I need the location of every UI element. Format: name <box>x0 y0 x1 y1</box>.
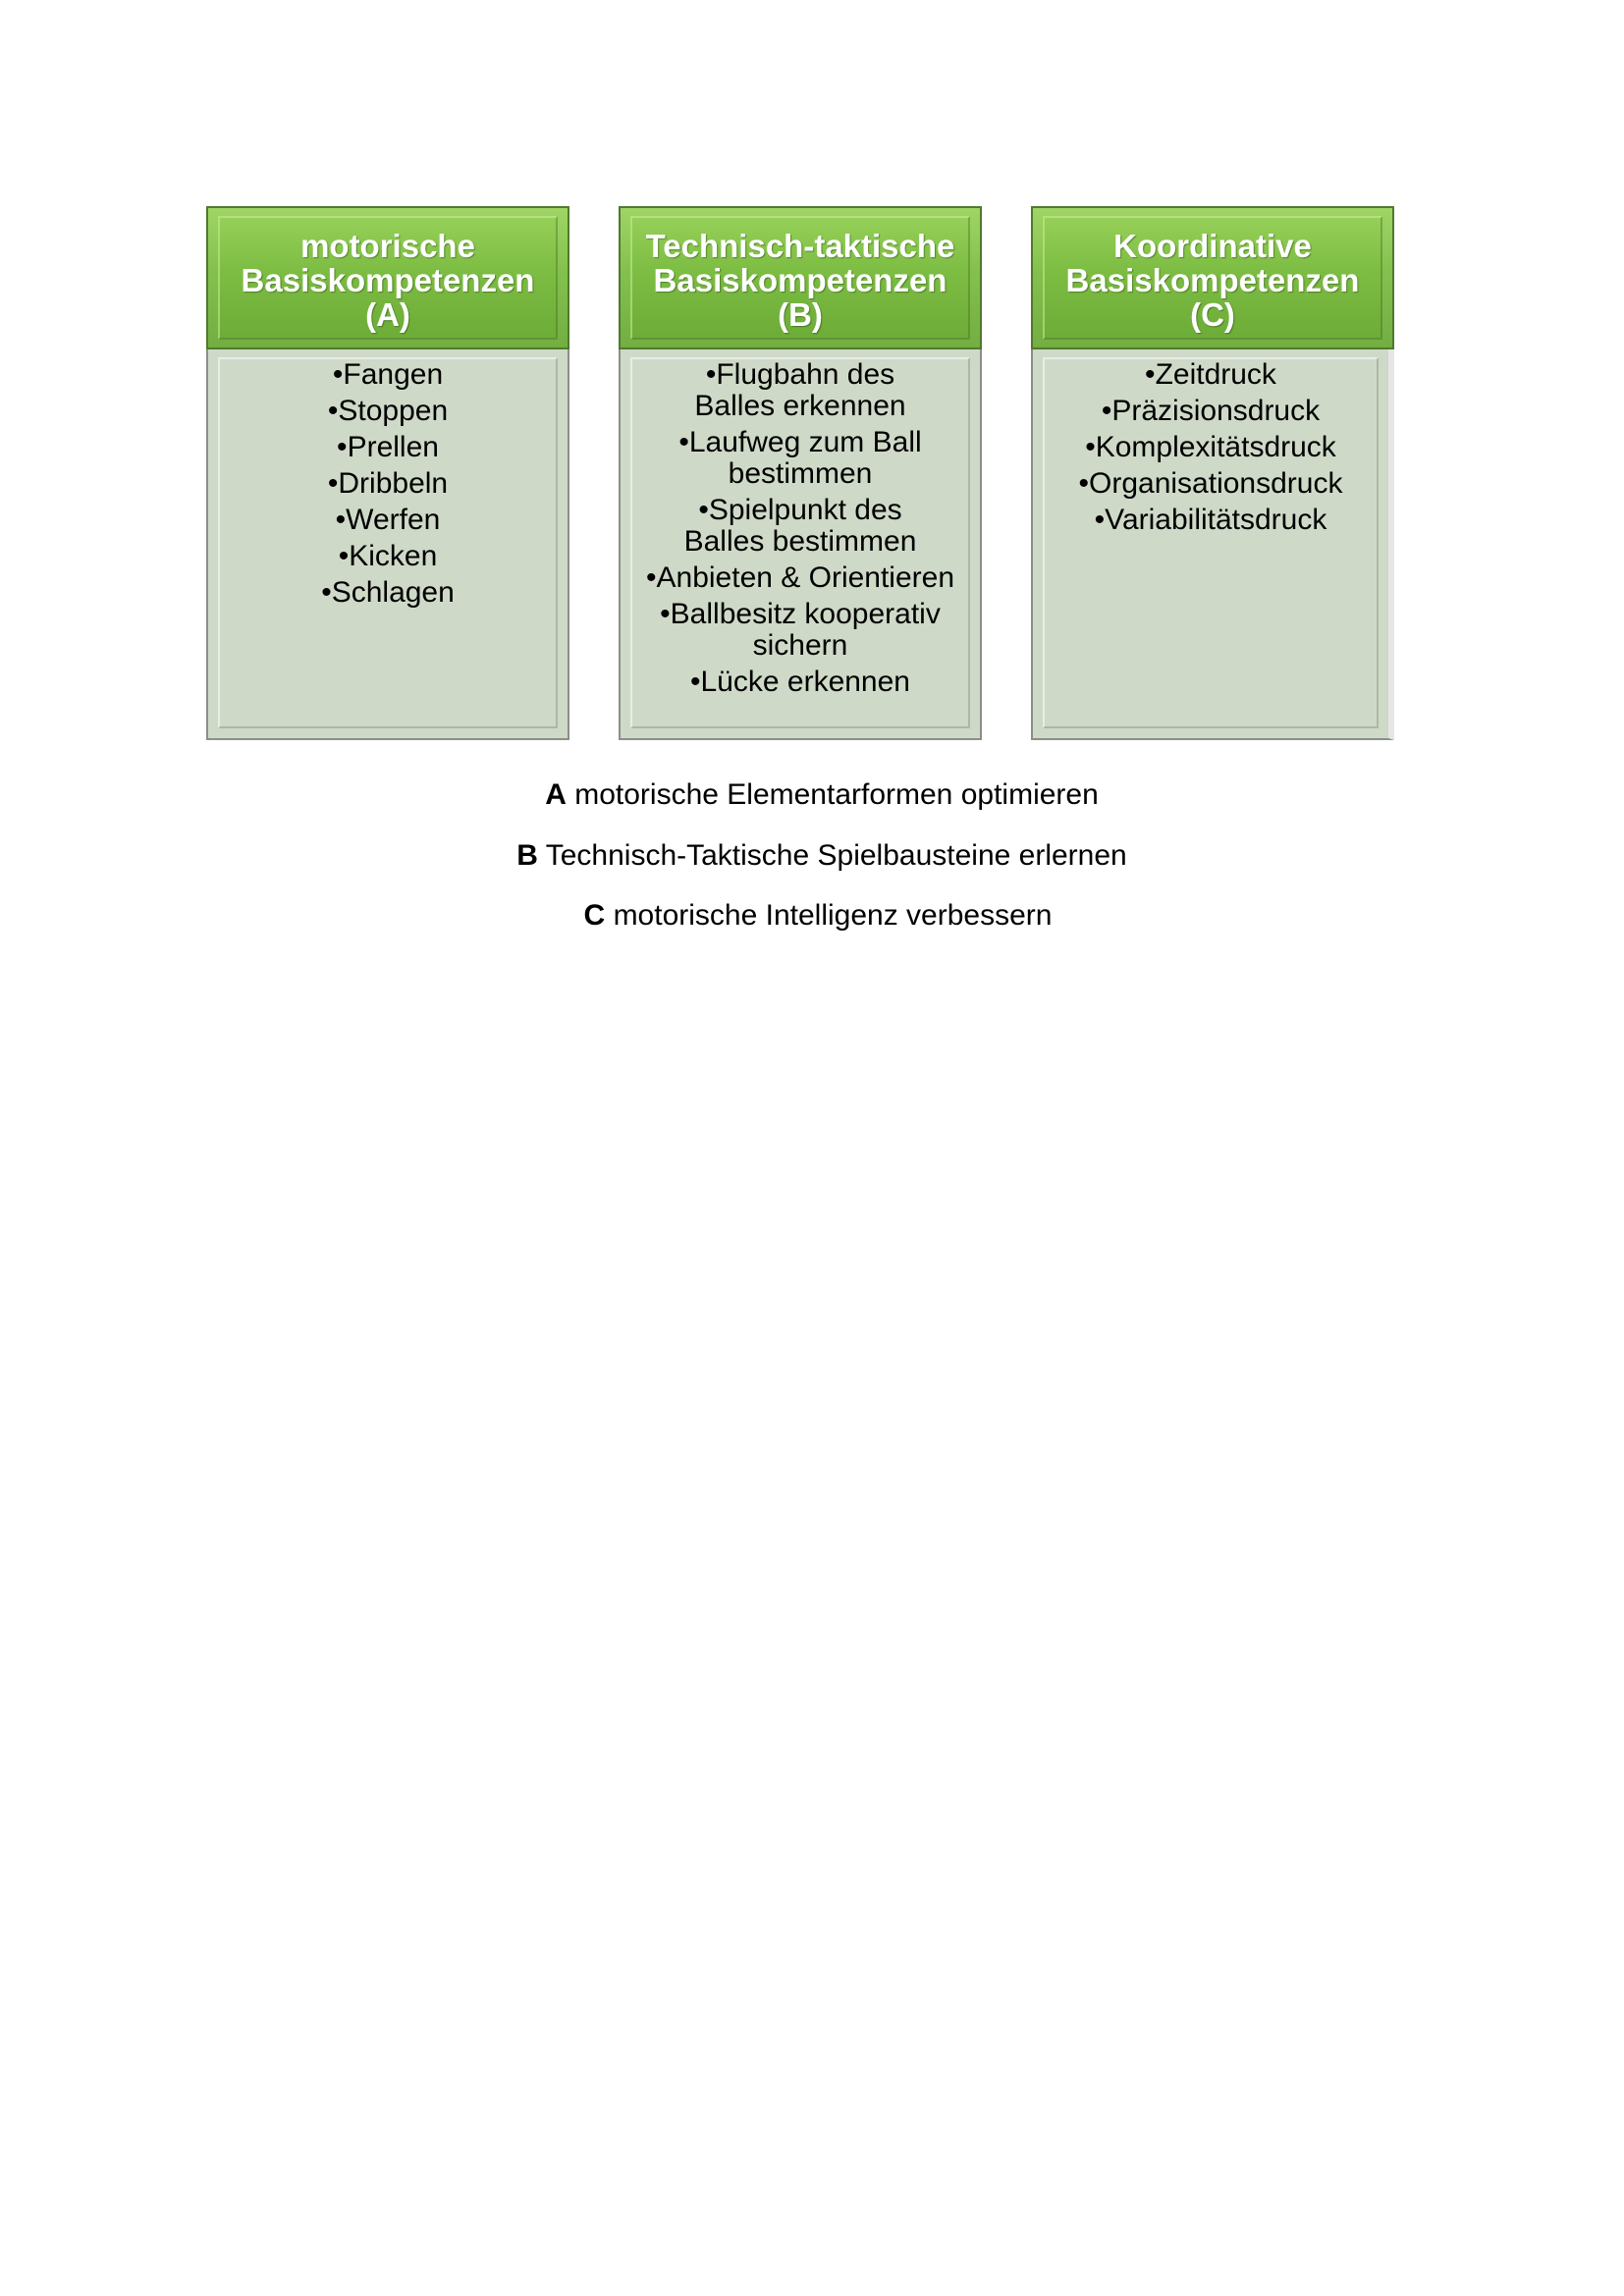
list-item: • Komplexitätsdruck <box>1047 432 1375 463</box>
list-item: • Zeitdruck <box>1047 359 1375 391</box>
list-item: • Kicken <box>222 541 554 572</box>
header-line: (B) <box>778 296 823 333</box>
item-list <box>208 359 568 609</box>
column-body <box>206 349 569 740</box>
competence-diagram <box>0 0 1624 932</box>
column-body <box>1031 349 1394 740</box>
list-item: • Organisationsdruck <box>1047 468 1375 500</box>
column-header <box>206 206 569 349</box>
list-item: • Flugbahn des Balles erkennen <box>634 359 966 422</box>
list-item: • Präzisionsdruck <box>1047 396 1375 427</box>
column-header <box>1031 206 1394 349</box>
item-list <box>1033 359 1388 536</box>
list-item: • Schlagen <box>222 577 554 609</box>
column-koordinative-basiskompetenzen <box>1031 206 1394 740</box>
header-line: motorische <box>300 228 475 264</box>
column-header <box>619 206 982 349</box>
header-line: Basiskompetenzen <box>1065 262 1360 298</box>
list-item: • Werfen <box>222 505 554 536</box>
legend-text: motorische Elementarformen optimieren <box>574 778 1099 811</box>
column-motorische-basiskompetenzen <box>206 206 569 740</box>
list-item: • Fangen <box>222 359 554 391</box>
legend-line-b <box>10 839 1624 873</box>
legend-line-c <box>6 899 1624 933</box>
list-item: • Prellen <box>222 432 554 463</box>
legend-text: Technisch-Taktische Spielbausteine erlernen <box>545 839 1127 872</box>
header-line: (C) <box>1190 296 1235 333</box>
list-item: • Variabilitätsdruck <box>1047 505 1375 536</box>
list-item: • Lücke erkennen <box>634 667 966 698</box>
legend-key: B <box>516 839 538 872</box>
legend-text: motorische Intelligenz verbessern <box>613 899 1053 932</box>
column-body <box>619 349 982 740</box>
list-item: • Stoppen <box>222 396 554 427</box>
column-technisch-taktische-basiskompetenzen <box>619 206 982 740</box>
item-list <box>621 359 980 698</box>
list-item: • Spielpunkt des Balles bestimmen <box>634 495 966 558</box>
header-line: Koordinative <box>1113 228 1312 264</box>
header-line: Basiskompetenzen <box>653 262 947 298</box>
list-item: • Anbieten & Orientieren <box>634 562 966 594</box>
list-item: • Ballbesitz kooperativ sichern <box>634 599 966 662</box>
legend-key: C <box>583 899 606 932</box>
list-item: • Laufweg zum Ball bestimmen <box>634 427 966 490</box>
legend-key: A <box>545 778 567 811</box>
header-line: (A) <box>365 296 410 333</box>
header-line: Technisch-taktische <box>645 228 955 264</box>
legend-line-a <box>10 778 1624 812</box>
list-item: • Dribbeln <box>222 468 554 500</box>
header-line: Basiskompetenzen <box>241 262 535 298</box>
